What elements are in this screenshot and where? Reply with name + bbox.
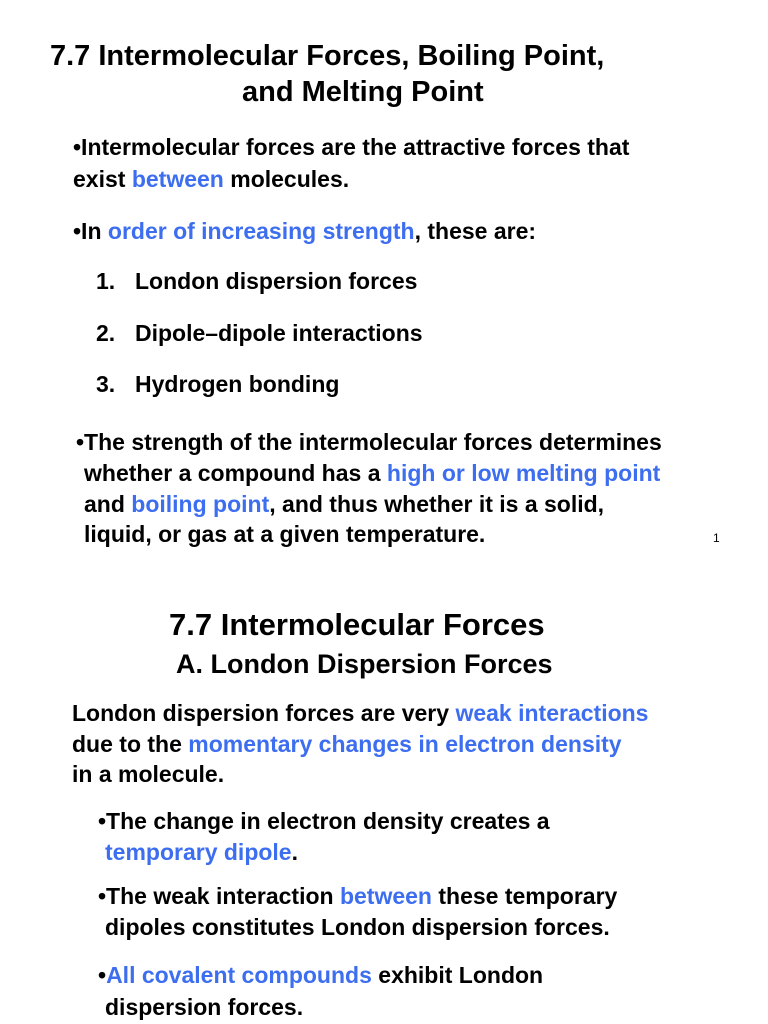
paragraph-3-line-2 bbox=[84, 460, 660, 487]
highlight-text: weak interactions bbox=[455, 700, 649, 726]
text: • bbox=[98, 962, 107, 988]
paragraph-1-line-1: •Intermolecular forces are the attractive forces that bbox=[73, 134, 630, 160]
slide-1-title-line-2: and Melting Point bbox=[242, 76, 484, 108]
slide-2-subtitle: A. London Dispersion Forces bbox=[176, 649, 553, 679]
highlight-text: All covalent compounds bbox=[106, 962, 372, 988]
text: due to the bbox=[72, 731, 189, 757]
text: these temporary bbox=[431, 883, 618, 909]
text: London dispersion forces are very bbox=[72, 700, 456, 726]
paragraph-3-line-3 bbox=[84, 491, 604, 518]
bullet-1-line-1: •The change in electron density creates a bbox=[98, 808, 550, 834]
list-number: 2. bbox=[96, 320, 116, 346]
intro-line-1 bbox=[72, 700, 648, 727]
text: exhibit London bbox=[371, 962, 544, 988]
intro-line-2 bbox=[72, 731, 622, 758]
paragraph-3-line-1: •The strength of the intermolecular forces determines bbox=[76, 429, 662, 455]
paragraph-1-line-2 bbox=[73, 166, 349, 193]
paragraph-3-line-4: liquid, or gas at a given temperature. bbox=[84, 521, 486, 547]
text: •The weak interaction bbox=[98, 883, 340, 909]
text: whether a compound has a bbox=[84, 460, 387, 486]
list-item-3 bbox=[96, 371, 339, 398]
highlight-text: order of increasing strength bbox=[107, 218, 415, 244]
highlight-text: temporary dipole bbox=[105, 839, 292, 865]
bullet-3-line-1 bbox=[98, 962, 543, 989]
bullet-2-line-2: dipoles constitutes London dispersion forces. bbox=[105, 914, 610, 940]
text: molecules. bbox=[223, 166, 350, 192]
list-number: 1. bbox=[96, 268, 116, 294]
bullet-2-line-1 bbox=[98, 883, 617, 910]
list-number: 3. bbox=[96, 371, 116, 397]
text: . bbox=[291, 839, 298, 865]
paragraph-2 bbox=[73, 218, 536, 245]
list-text: London dispersion forces bbox=[135, 268, 418, 294]
page-number: 1 bbox=[713, 531, 720, 545]
list-text: Hydrogen bonding bbox=[135, 371, 340, 397]
text: , these are: bbox=[414, 218, 537, 244]
intro-line-3: in a molecule. bbox=[72, 761, 225, 787]
slide-2-title: 7.7 Intermolecular Forces bbox=[169, 607, 545, 642]
highlight-text: high or low melting point bbox=[386, 460, 661, 486]
list-item-1 bbox=[96, 268, 417, 295]
bullet-1-line-2 bbox=[105, 839, 298, 866]
slide-1-title-line-1: 7.7 Intermolecular Forces, Boiling Point, bbox=[50, 40, 605, 72]
text: and bbox=[84, 491, 132, 517]
bullet-3-line-2: dispersion forces. bbox=[105, 994, 304, 1020]
text: , and thus whether it is a solid, bbox=[269, 491, 605, 517]
list-item-2 bbox=[96, 320, 423, 347]
text: exist bbox=[73, 166, 132, 192]
highlight-text: between bbox=[131, 166, 224, 192]
highlight-text: momentary changes in electron density bbox=[188, 731, 622, 757]
highlight-text: boiling point bbox=[131, 491, 270, 517]
highlight-text: between bbox=[339, 883, 432, 909]
text: •In bbox=[73, 218, 108, 244]
list-text: Dipole–dipole interactions bbox=[135, 320, 423, 346]
